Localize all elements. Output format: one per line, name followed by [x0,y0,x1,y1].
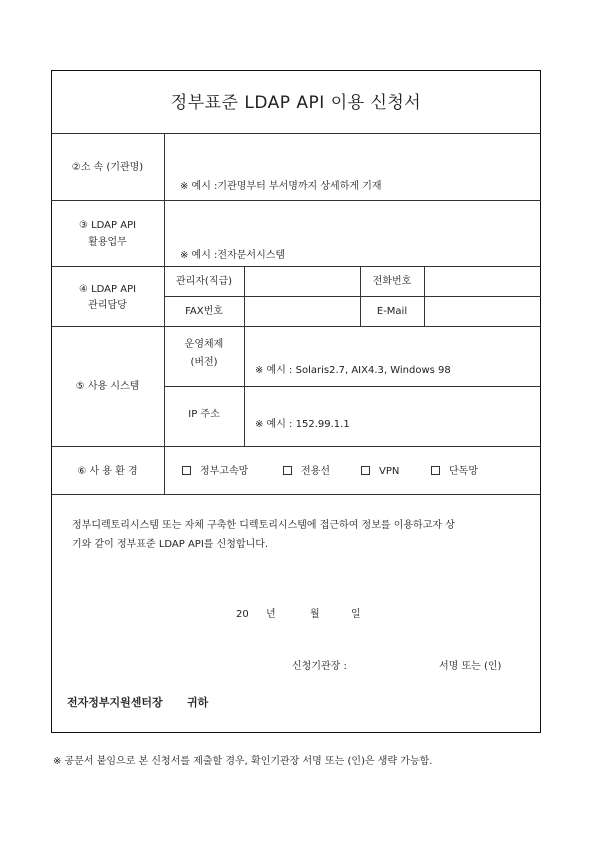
usage-label-line2: 활용업무 [88,237,127,248]
statement-line1: 정부디렉토리시스템 또는 자체 구축한 디렉토리시스템에 접근하여 정보를 이용하고자 상 [72,520,455,531]
checkbox-icon[interactable] [283,466,292,475]
date-day-unit: 일 [351,609,361,620]
date-year-unit: 년 [266,609,276,620]
affiliation-label: ②소 속 (기관명) [71,162,144,173]
os-label-line2: (버전) [190,357,218,368]
option-leased-line[interactable]: 전용선 [283,465,330,478]
ip-example: ※ 예시 : 152.99.1.1 [255,419,350,430]
option-standalone-network[interactable]: 단독망 [431,465,478,478]
option-vpn[interactable]: VPN [361,465,399,478]
footnote: ※ 공문서 붙임으로 본 신청서를 제출할 경우, 확인기관장 서명 또는 (인)은 생략 가능함. [53,756,433,767]
usage-label-line1: ③ LDAP API [78,220,137,231]
applicant-label: 신청기관장 : [292,661,347,672]
column-divider [424,266,425,326]
admin-label: 관리자(직급) [175,276,233,287]
row-divider [51,133,541,134]
row-divider [164,296,541,297]
environment-label: ⑥ 사 용 환 경 [77,466,138,477]
checkbox-icon[interactable] [182,466,191,475]
option-government-network[interactable]: 정부고속망 [182,465,248,478]
manager-label-line1: ④ LDAP API [78,284,137,295]
usage-example: ※ 예시 :전자문서시스템 [180,250,286,261]
fax-label: FAX번호 [185,306,223,317]
row-divider [51,326,541,327]
email-label: E-Mail [376,306,408,317]
date-month-unit: 월 [310,609,320,620]
row-divider [51,266,541,267]
row-divider [51,446,541,447]
column-divider [244,266,245,446]
recipient-suffix: 귀하 [187,696,209,709]
system-label: ⑤ 사용 시스템 [75,381,140,392]
date-year: 20 [236,609,249,620]
checkbox-icon[interactable] [431,466,440,475]
os-example: ※ 예시 : Solaris2.7, AIX4.3, Windows 98 [255,365,451,376]
phone-label: 전화번호 [372,276,412,287]
ip-label: IP 주소 [188,409,220,420]
statement-line2: 기와 같이 정부표준 LDAP API를 신청합니다. [72,539,269,550]
row-divider [51,494,541,495]
signature-label: 서명 또는 (인) [439,661,502,672]
os-label-line1: 운영체제 [184,339,224,350]
manager-label-line2: 관리담당 [88,300,127,311]
row-divider [164,386,541,387]
recipient-name: 전자정부지원센터장 [67,696,163,709]
row-divider [51,200,541,201]
checkbox-icon[interactable] [361,466,370,475]
form-title: 정부표준 LDAP API 이용 신청서 [170,93,422,113]
affiliation-example: ※ 예시 :기관명부터 부서명까지 상세하게 기재 [180,181,382,192]
